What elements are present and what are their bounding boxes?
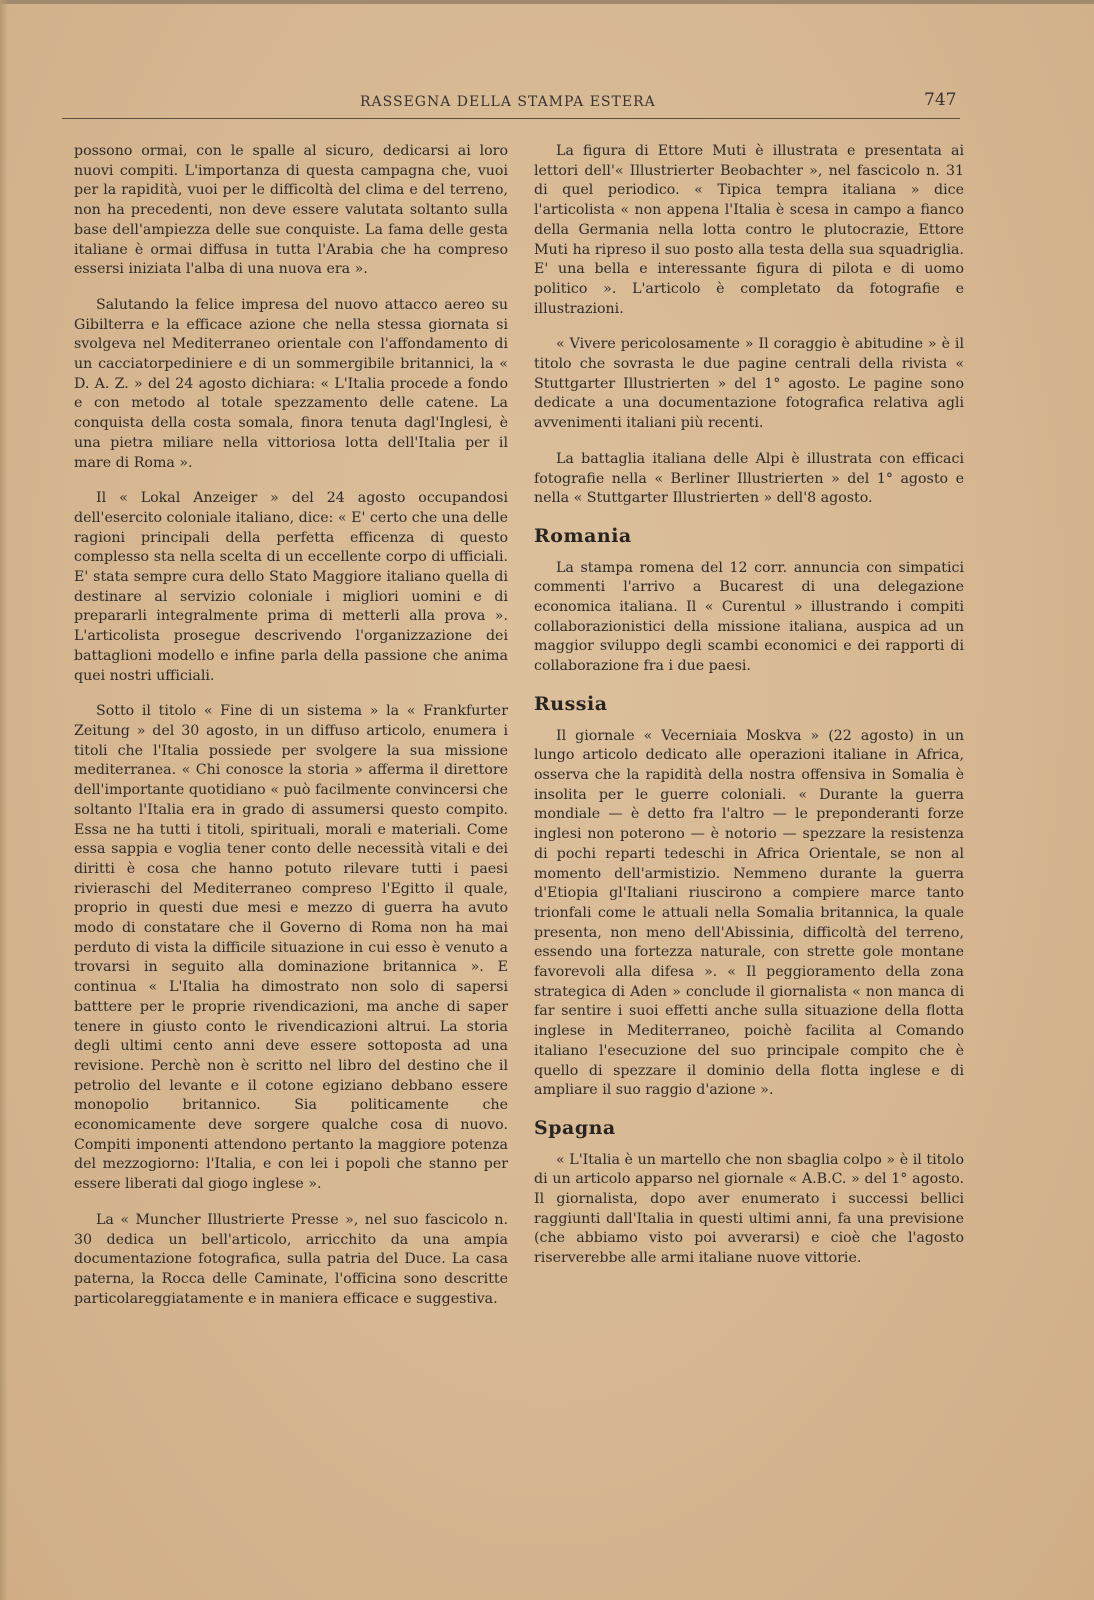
page-number: 747 xyxy=(924,90,957,110)
paragraph-spagna: « L'Italia è un martello che non sbaglia colpo » è il titolo di un articolo apparso nel giornale « A.B.C. » del 1° agosto. Il giornalista, dopo aver enumerato i successi bellici raggiunti dall'Italia in questi ultimi anni, fa una previsione (che abbiamo visto poi avverarsi) e cioè che l'agosto riserverebbe alle armi italiane nuove vittorie. xyxy=(534,1151,964,1267)
running-title: RASSEGNA DELLA STAMPA ESTERA xyxy=(360,94,656,110)
paragraph-romania: La stampa romena del 12 corr. annuncia con simpatici commenti l'arrivo a Bucarest di una delegazione economica italiana. Il « Curentul » illustrando i compiti collaborazionistici della missione italiana, auspica ad un maggior sviluppo degli scambi economici e dei rapporti di collaborazione fra i due paesi. xyxy=(534,559,964,675)
left-column xyxy=(74,142,508,1325)
paragraph-muncher-illustrierte: La « Muncher Illustrierte Presse », nel suo fascicolo n. 30 dedica un bell'articolo, arricchito da una ampia documentazione fotografica, sulla patria del Duce. La casa paterna, la Rocca delle Caminate, l'officina sono descritte particolareggiatamente e in maniera efficace e suggestiva. xyxy=(74,1211,508,1307)
page-binding-shadow xyxy=(0,0,8,1600)
section-heading-russia: Russia xyxy=(534,692,608,715)
paragraph-frankfurter-zeitung: Sotto il titolo « Fine di un sistema » la « Frankfurter Zeitung » del 30 agosto, in un diffuso articolo, enumera i titoli che l'Italia possiede per svolgere la sua missione mediterranea. « Chi conosce la storia » afferma il direttore dell'importante quotidiano « può facilmente convincersi che soltanto l'Italia era in grado di assumersi questo compito. Essa ne ha tutti i titoli, spirituali, morali e materiali. Come essa sappia e voglia tener conto delle necessità vitali e dei diritti è cosa che hanno potuto rilevare tutti i paesi rivieraschi del Mediterraneo compreso l'Egitto il quale, proprio in questi due mesi e mezzo di guerra ha avuto modo di constatare che il Governo di Roma non ha mai perduto di vista la difficile situazione in cui esso è venuto a trovarsi in seguito alla dominazione britannica ». E continua « L'Italia ha dimostrato non solo di sapersi batttere per le proprie rivendicazioni, ma anche di saper tenere in giusto conto le rivendicazioni altrui. La storia degli ultimi cento anni deve essere sottoposta ad una revisione. Perchè non è scritto nel libro del destino che il petrolio del levante e il cotone egiziano debbano essere monopolio britannico. Sia politicamente che economicamente deve sorgere qualche cosa di nuovo. Compiti imponenti attendono pertanto la maggiore potenza del mezzogiorno: l'Italia, e con lei i popoli che stanno per essere liberati dal giogo inglese ». xyxy=(74,703,508,1193)
right-column xyxy=(534,142,964,1285)
paragraph-battaglia-alpi: La battaglia italiana delle Alpi è illustrata con efficaci fotografie nella « Berliner Illustrierten » del 1° agosto e nella « Stuttgarter Illustrierten » dell'8 agosto. xyxy=(534,450,964,507)
paragraph-vivere-pericolosamente: « Vivere pericolosamente » Il coraggio è abitudine » è il titolo che sovrasta le due pagine centrali della rivista « Stuttgarter Illustrierten » del 1° agosto. Le pagine sono dedicate a una documentazione fotografica relativa agli avvenimenti italiani più recenti. xyxy=(534,336,964,432)
section-heading-romania: Romania xyxy=(534,524,632,547)
header-rule xyxy=(62,118,960,119)
page-top-edge xyxy=(0,0,1094,4)
paragraph-ettore-muti: La figura di Ettore Muti è illustrata e presentata ai lettori dell'« Illustrierter Beobachter », nel fascicolo n. 31 di quel periodico. « Tipica tempra italiana » dice l'articolista « non appena l'Italia è scesa in campo a fianco della Germania nella lotta contro le plutocrazie, Ettore Muti ha ripreso il suo posto alla testa della sua squadriglia. E' una bella e interessante figura di pilota e di uomo politico ». L'articolo è completato da fotografie e illustrazioni. xyxy=(534,143,964,317)
paragraph-daz: Salutando la felice impresa del nuovo attacco aereo su Gibilterra e la efficace azione che nella stessa giornata si svolgeva nel Mediterraneo orientale con l'affondamento di un cacciatorpediniere e di un sommergibile britannici, la « D. A. Z. » del 24 agosto dichiara: « L'Italia procede a fondo e con metodo al totale spezzamento delle catene. La conquista della costa somala, finora tenuta dagl'Inglesi, è una pietra miliare nella vittoriosa lotta dell'Italia per il mare di Roma ». xyxy=(74,296,508,471)
paragraph-arabia: possono ormai, con le spalle al sicuro, dedicarsi ai loro nuovi compiti. L'importanza di questa campagna che, vuoi per la rapidità, vuoi per le difficoltà del clima e del terreno, non ha precedenti, non deve essere valutata soltanto sulla base dell'ampiezza delle sue conquiste. La fama delle gesta italiane è ormai diffusa in tutta l'Arabia che ha compreso essersi iniziata l'alba di una nuova era ». xyxy=(74,143,508,278)
section-heading-spagna: Spagna xyxy=(534,1116,616,1139)
paragraph-lokal-anzeiger: Il « Lokal Anzeiger » del 24 agosto occupandosi dell'esercito coloniale italiano, dice: « E' certo che una delle ragioni principali della perfetta efficenza di questo complesso sta nella scelta di un eccellente corpo di ufficiali. E' stata sempre cura dello Stato Maggiore italiano quella di destinare al servizio coloniale i migliori uomini e di prepararli integralmente prima di metterli alla prova ». L'articolista prosegue descrivendo l'organizzazione dei battaglioni modello e infine parla della passione che anima quei nostri ufficiali. xyxy=(74,490,508,684)
paragraph-russia: Il giornale « Vecerniaia Moskva » (22 agosto) in un lungo articolo dedicato alle operazioni italiane in Africa, osserva che la rapidità della nostra offensiva in Somalia è insolita per le guerre coloniali. « Durante la guerra mondiale — è detto fra l'altro — le preponderanti forze inglesi non poterono — è notorio — spezzare la resistenza di pochi reparti tedeschi in Africa Orientale, se non al momento dell'armistizio. Nemmeno durante la guerra d'Etiopia gl'Italiani riuscirono a compiere marce tanto trionfali come le attuali nella Somalia britannica, la quale presenta, non meno dell'Abissinia, difficoltà del terreno, essendo una fortezza naturale, con strette gole montane favorevoli alla difesa ». « Il peggioramento della zona strategica di Aden » conclude il giornalista « non manca di far sentire i suoi effetti anche sulla situazione della flotta inglese in Mediterraneo, poichè facilita al Comando italiano l'esecuzione del suo principale compito che è quello di spezzare il dominio della flotta inglese e di ampliare il suo raggio d'azione ». xyxy=(534,727,964,1099)
page-header xyxy=(60,90,960,120)
